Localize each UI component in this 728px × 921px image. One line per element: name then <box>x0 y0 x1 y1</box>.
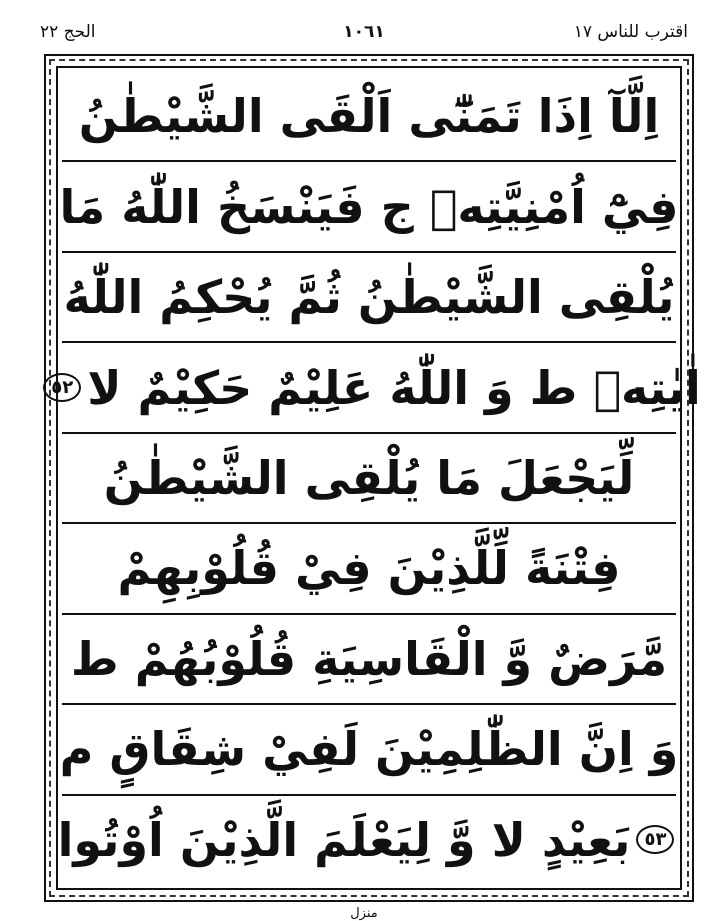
line-text: اِلَّآ اِذَا تَمَنّٰٓى اَلْقَى الشَّيْطٰنُ <box>78 89 660 144</box>
line-text: فِيْٓ اُمْنِيَّتِهٖ ج فَيَنْسَخُ اللّٰهُ مَا <box>59 179 679 234</box>
ayah-marker: ٥٢ <box>43 373 81 402</box>
text-line-1 <box>62 72 676 162</box>
text-line-8 <box>59 705 679 795</box>
text-line-9 <box>57 796 676 884</box>
line-text: يُلْقِى الشَّيْطٰنُ ثُمَّ يُحْكِمُ اللّٰهُ <box>63 270 675 325</box>
surah-part-label: اقترب للناس ١٧ <box>573 22 688 42</box>
text-line-7 <box>62 615 676 705</box>
line-text: اٰيٰتِهٖ ط وَ اللّٰهُ عَلِيْمٌ حَكِيْمٌ لا <box>87 360 701 415</box>
text-lines <box>51 72 701 884</box>
page-border <box>44 54 701 902</box>
text-line-2 <box>59 162 679 252</box>
line-text: فِتْنَةً لِّلَّذِيْنَ فِيْ قُلُوْبِهِمْ <box>117 541 621 596</box>
line-text: لِّيَجْعَلَ مَا يُلْقِى الشَّيْطٰنُ <box>103 450 635 505</box>
text-line-5 <box>62 434 676 524</box>
line-text: مَّرَضٌ وَّ الْقَاسِيَةِ قُلُوْبُهُمْ ط <box>70 631 668 686</box>
text-line-3 <box>62 253 676 343</box>
line-text: وَ اِنَّ الظّٰلِمِيْنَ لَفِيْ شِقَاقٍ م <box>59 722 679 777</box>
line-text: بَعِيْدٍ لا وَّ لِيَعْلَمَ الَّذِيْنَ اُوْتُوا <box>57 812 631 867</box>
text-line-6 <box>62 524 676 614</box>
page-footer: منزل <box>350 906 378 921</box>
ayah-marker: ٥٣ <box>636 825 674 854</box>
text-line-4 <box>51 343 701 433</box>
page-number: ١٠٦١ <box>343 22 385 42</box>
surah-name-label: الحج ٢٢ <box>40 22 96 42</box>
page-header <box>40 22 688 48</box>
